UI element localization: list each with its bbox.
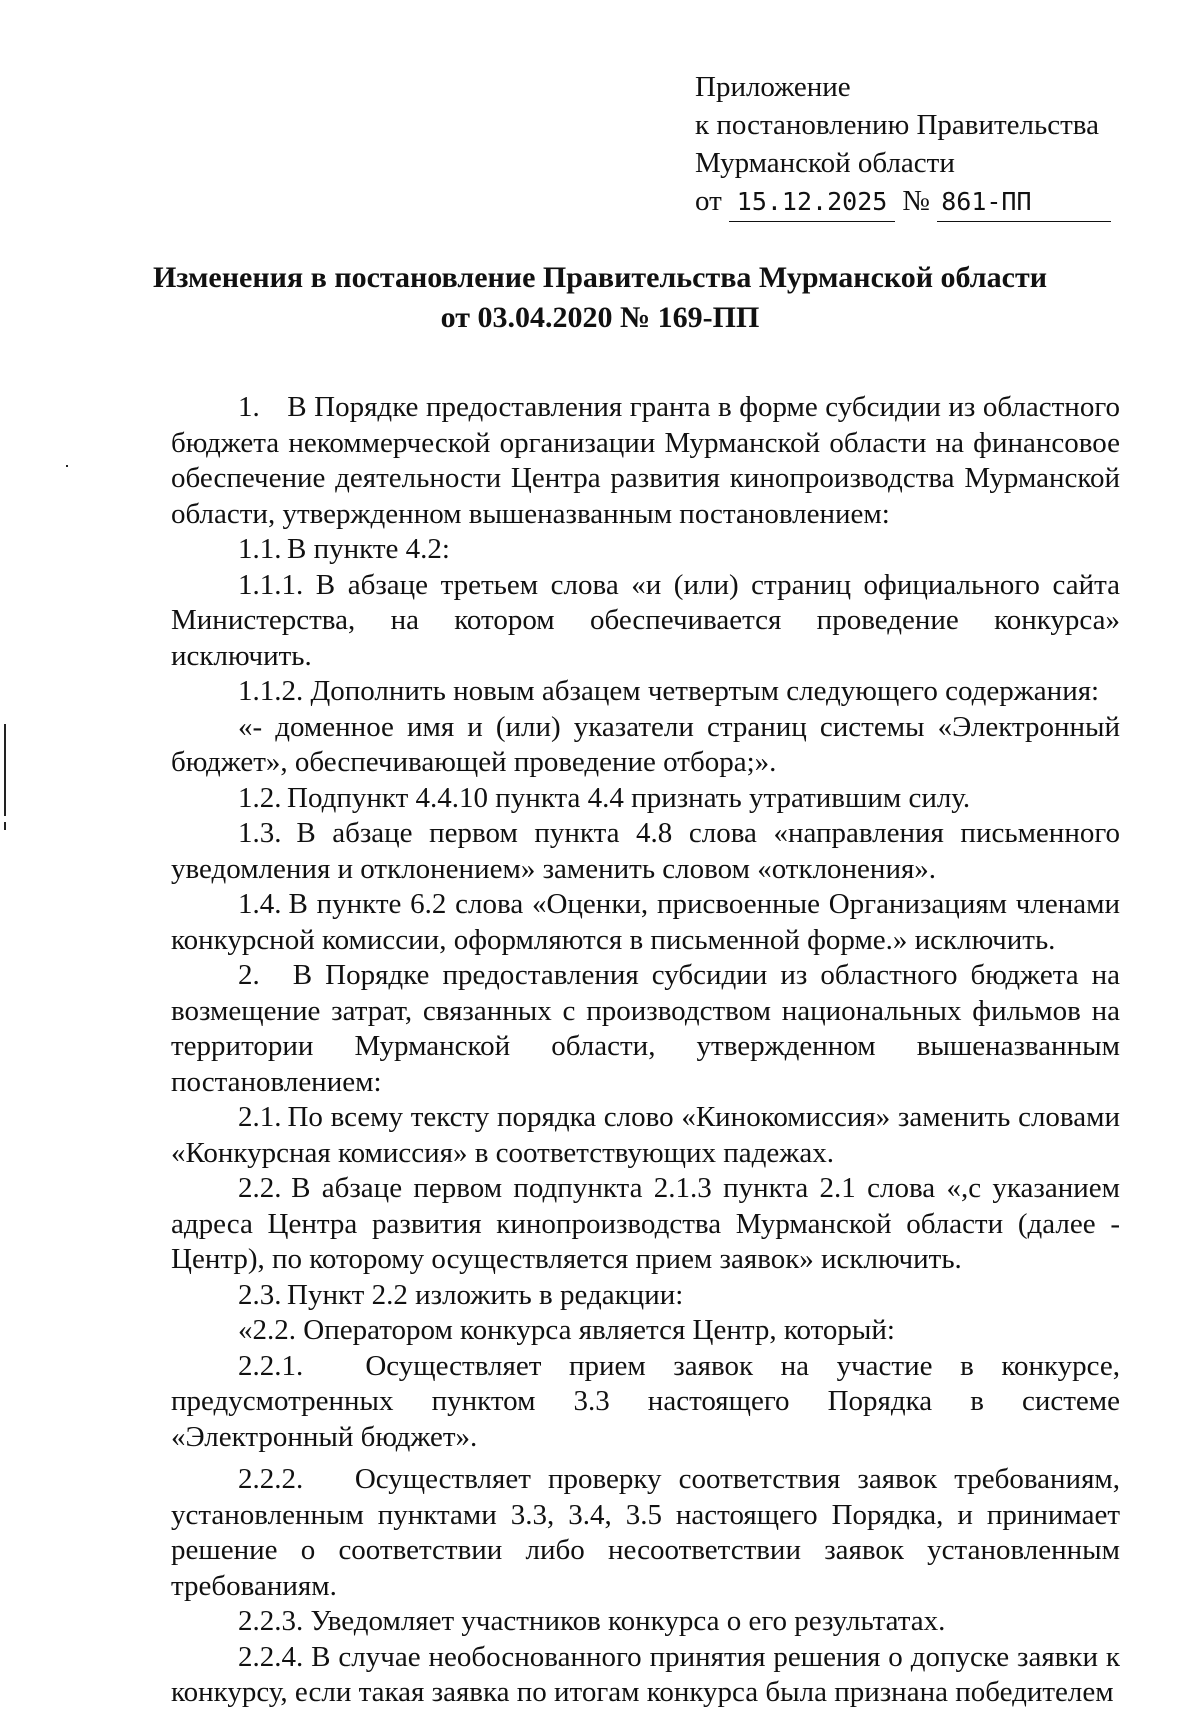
paragraph: 2.1. По всему тексту порядка слово «Кинокомиссия» заменить словами «Конкурсная комиссия» в соответствующих падежах. [171,1101,1128,1169]
paragraph: 1.4. В пункте 6.2 слова «Оценки, присвоенные Организациям членами конкурсной комиссии, оформляются в письменной форме.» исключить. [171,888,1128,956]
paragraph: 2. В Порядке предоставления субсидии из областного бюджета на возмещение затрат, связанных с производством национальных фильмов на территории Мурманской области, утвержденном вышеназванным постановлением: [171,959,1128,1098]
title-line-2: от 03.04.2020 № 169-ПП [440,301,760,334]
appendix-line-2: к постановлению Правительства [695,109,1099,141]
decree-date: 15.12.2025 [729,183,895,222]
appendix-line-3: Мурманской области [695,147,955,179]
paragraph: 1.1.1. В абзаце третьем слова «и (или) страниц официального сайта Министерства, на котором обеспечивается проведение конкурса» исключить. [171,568,1128,672]
appendix-date-line [695,182,1111,222]
scan-edge-mark [4,724,6,816]
paragraph: 1.2. Подпункт 4.4.10 пункта 4.4 признать утратившим силу. [238,781,971,814]
paragraph: 1. В Порядке предоставления гранта в форме субсидии из областного бюджета некоммерческой организации Мурманской области на финансовое обеспечение деятельности Центра развития кинопроизводства Мурманской области, утвержденном вышеназванным постановлением: [171,391,1128,530]
scan-edge-mark [4,822,6,830]
paragraph: 2.2.3. Уведомляет участников конкурса о его результатах. [238,1605,946,1637]
scan-speck [66,465,68,467]
title-line-1: Изменения в постановление Правительства Мурманской области [153,261,1047,294]
appendix-line-1: Приложение [695,71,851,103]
document-body [171,390,1128,1711]
paragraph: 2.2.4. В случае необоснованного принятия решения о допуске заявки к конкурсу, если такая заявка по итогам конкурса была признана победителем [171,1640,1128,1708]
document-title [100,258,1100,338]
paragraph: 2.3. Пункт 2.2 изложить в редакции: [238,1278,684,1311]
paragraph: 2.2.1. Осуществляет прием заявок на участие в конкурсе, предусмотренных пунктом 3.3 настоящего Порядка в системе «Электронный бюджет». [171,1349,1128,1453]
paragraph: 1.1. В пункте 4.2: [238,533,450,565]
paragraph: «2.2. Оператором конкурса является Центр, который: [238,1314,895,1346]
paragraph: 1.1.2. Дополнить новым абзацем четвертым следующего содержания: [238,675,1100,707]
paragraph: 1.3. В абзаце первом пункта 4.8 слова «направления письменного уведомления и отклонением» заменить словом «отклонения». [171,817,1128,885]
date-prefix: от [695,185,722,217]
paragraph: 2.2. В абзаце первом подпункта 2.1.3 пункта 2.1 слова «,с указанием адреса Центра развития кинопроизводства Мурманской области (далее - Центр), по которому осуществляется прием заявок» исключить. [171,1172,1128,1275]
appendix-block [695,68,1111,222]
number-sign: № [902,185,930,217]
paragraph: «- доменное имя и (или) указатели страниц системы «Электронный бюджет», обеспечивающей проведение отбора;». [171,710,1128,778]
decree-number: 861-ПП [937,183,1111,222]
paragraph: 2.2.2. Осуществляет проверку соответствия заявок требованиям, установленным пунктами 3.3, 3.4, 3.5 настоящего Порядка, и принимает решение о соответствии либо несоответствии заявок установленным требованиям. [171,1463,1128,1602]
